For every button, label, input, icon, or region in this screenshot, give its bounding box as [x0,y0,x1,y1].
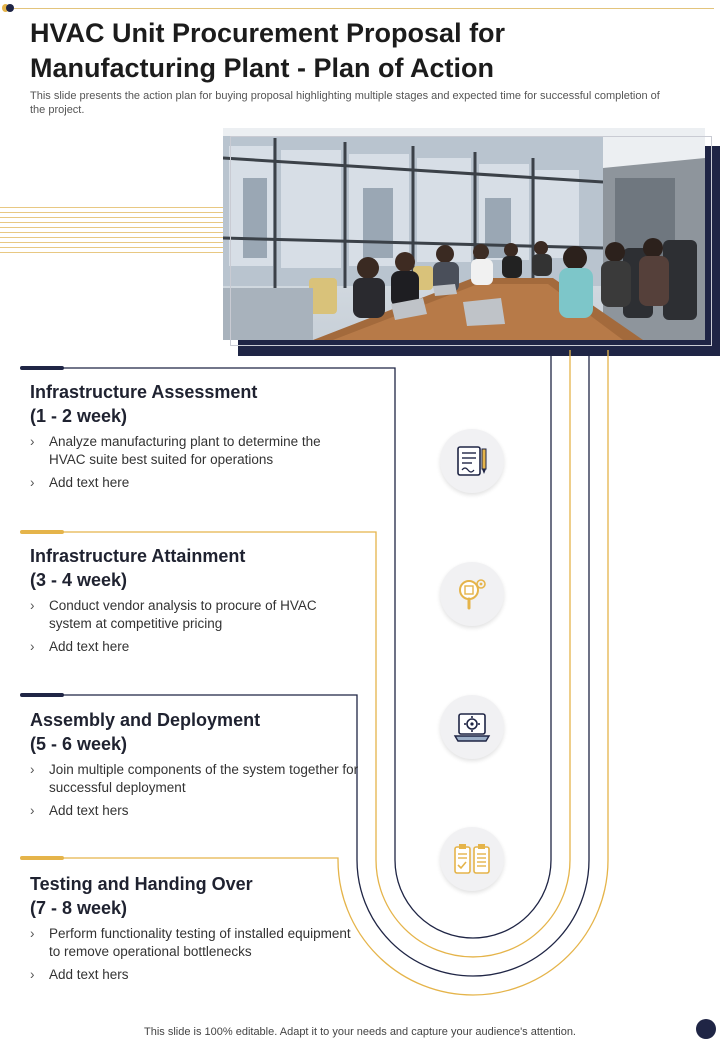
step-3-duration: (5 - 6 week) [30,734,128,754]
step-2-bullet-1: › Conduct vendor analysis to procure of HVAC system at competitive pricing [30,598,317,631]
corner-dot [696,1019,716,1039]
step-1-duration: (1 - 2 week) [30,406,128,426]
chevron-right-icon: › [30,926,35,941]
step-2-title: Infrastructure Attainment [30,546,246,566]
step-1 [30,380,360,497]
page-title: HVAC Unit Procurement Proposal for Manufacturing Plant - Plan of Action [30,18,506,83]
step-2 [30,544,360,661]
laptop-gear-icon [453,709,491,745]
chevron-right-icon: › [30,967,35,982]
footer-note: This slide is 100% editable. Adapt it to your needs and capture your audience's attention. [144,1026,576,1038]
step-3-bullet-1: › Join multiple components of the system together for successful deployment [30,762,359,795]
step-3-title: Assembly and Deployment [30,710,261,730]
step-3 [30,708,360,825]
step-1-bullet-1: › Analyze manufacturing plant to determine the HVAC suite best suited for operations [30,434,321,467]
step-2-icon-circle [440,562,504,626]
step-4-bullet-2: › Add text hers [30,967,129,982]
chevron-right-icon: › [30,762,35,777]
magnifier-gear-icon [454,576,490,612]
step-4-icon-circle [440,827,504,891]
step-4-title: Testing and Handing Over [30,874,253,894]
step-2-bullet-2: › Add text here [30,639,130,654]
step-1-bullet-2: › Add text here [30,475,130,490]
step-1-title: Infrastructure Assessment [30,382,258,402]
chevron-right-icon: › [30,803,35,818]
step-1-icon-circle [440,429,504,493]
chevron-right-icon: › [30,434,35,449]
chevron-right-icon: › [30,475,35,490]
document-pen-icon [454,443,490,479]
chevron-right-icon: › [30,598,35,613]
checklist-clipboards-icon [452,841,492,877]
step-3-icon-circle [440,695,504,759]
page-subtitle: This slide presents the action plan for buying proposal highlighting multiple stages and expected time for successful completion of the project. [30,90,660,116]
step-2-duration: (3 - 4 week) [30,570,128,590]
step-4-bullet-1: › Perform functionality testing of installed equipment to remove operational bottlenecks [30,926,351,959]
step-3-bullet-2: › Add text hers [30,803,129,818]
chevron-right-icon: › [30,639,35,654]
step-4-duration: (7 - 8 week) [30,898,128,918]
step-4 [30,872,360,989]
